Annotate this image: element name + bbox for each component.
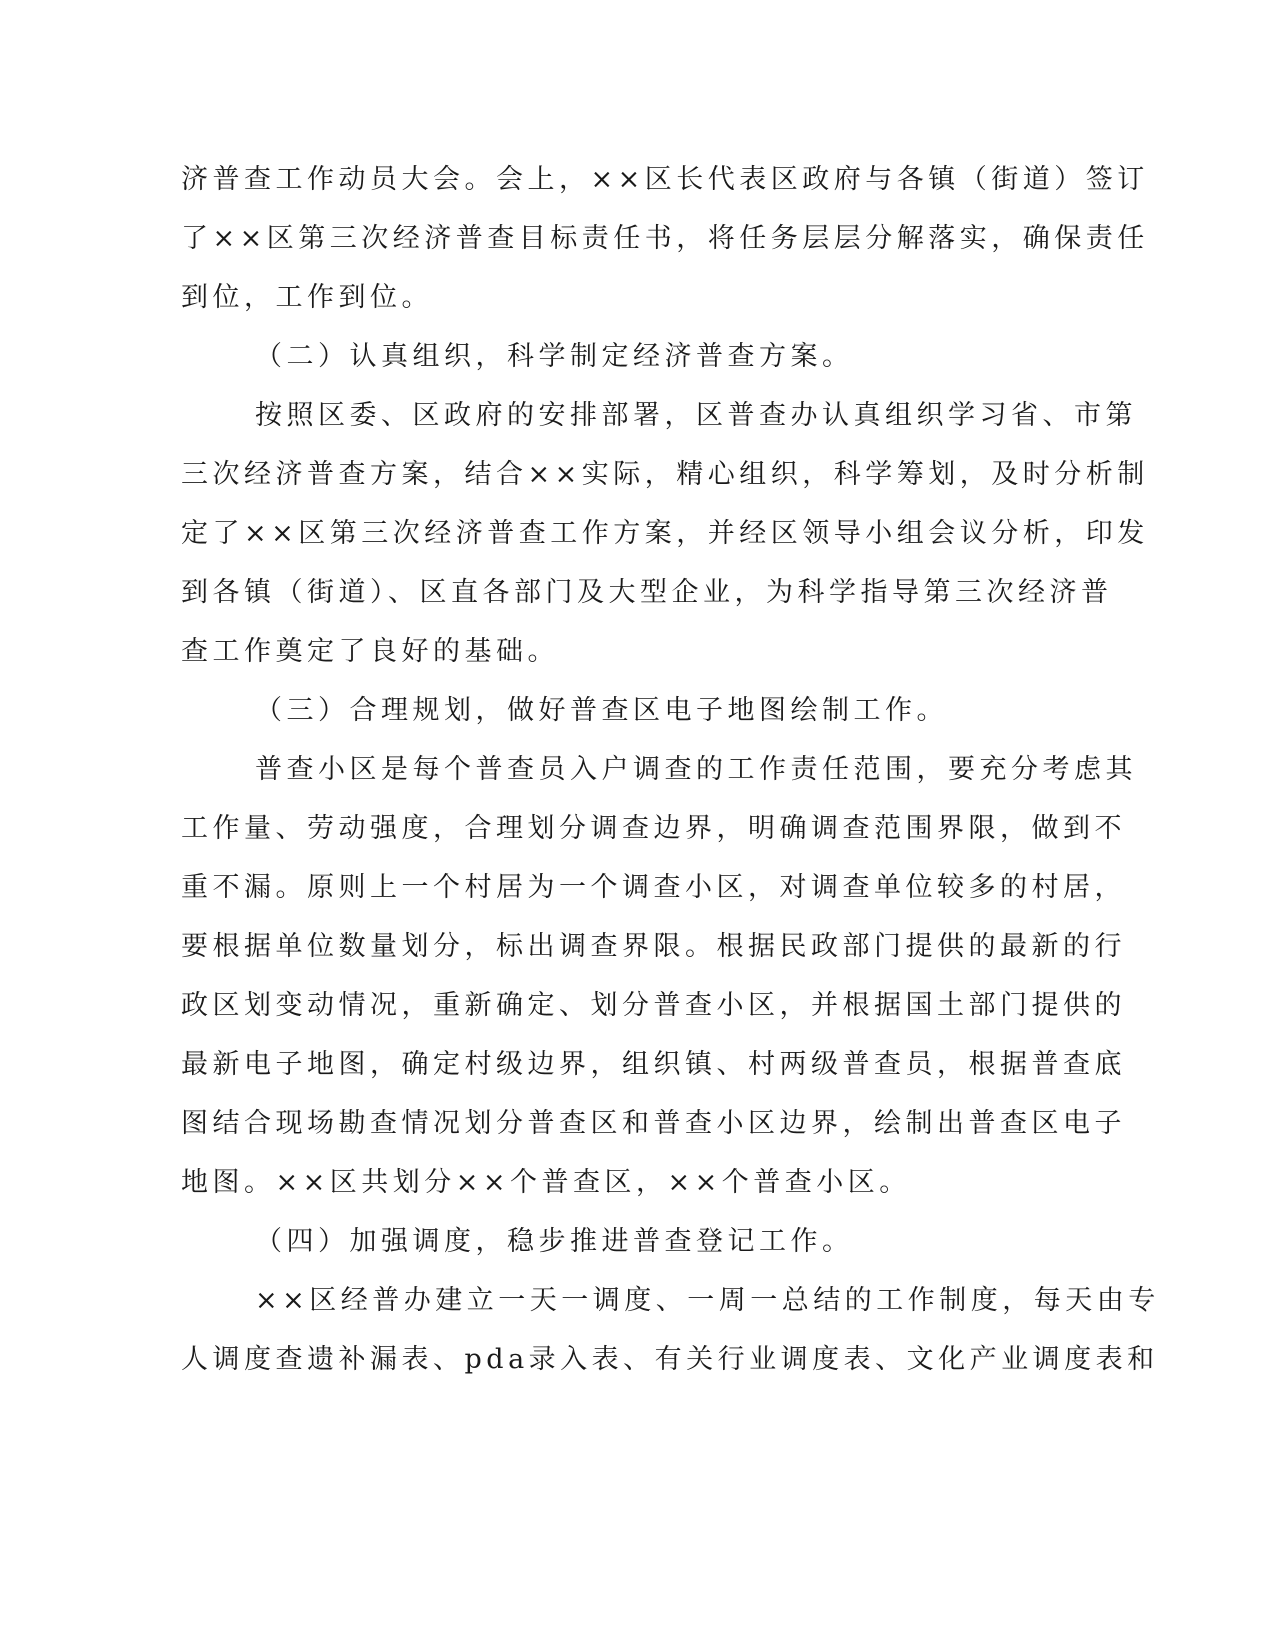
section-heading-3: （三）合理规划，做好普查区电子地图绘制工作。	[255, 695, 948, 726]
text-line: 政区划变动情况，重新确定、划分普查小区，并根据国土部门提供的	[181, 990, 1126, 1021]
text-line: 地图。××区共划分××个普查区，××个普查小区。	[181, 1167, 911, 1198]
text-line: 济普查工作动员大会。会上，××区长代表区政府与各镇（街道）签订	[181, 164, 1149, 195]
text-line: 到各镇（街道）、区直各部门及大型企业，为科学指导第三次经济普	[181, 577, 1113, 608]
text-line: ××区经普办建立一天一调度、一周一总结的工作制度，每天由专	[255, 1285, 1160, 1316]
text-line: 三次经济普查方案，结合××实际，精心组织，科学筹划，及时分析制	[181, 459, 1149, 490]
text-line: 工作量、劳动强度，合理划分调查边界，明确调查范围界限，做到不	[181, 813, 1126, 844]
text-line: 图结合现场勘查情况划分普查区和普查小区边界，绘制出普查区电子	[181, 1108, 1126, 1139]
text-line: 最新电子地图，确定村级边界，组织镇、村两级普查员，根据普查底	[181, 1049, 1126, 1080]
document-body	[181, 150, 1160, 1389]
text-line: 重不漏。原则上一个村居为一个调查小区，对调查单位较多的村居，	[181, 872, 1126, 903]
text-line: 定了××区第三次经济普查工作方案，并经区领导小组会议分析，印发	[181, 518, 1149, 549]
text-line: 普查小区是每个普查员入户调查的工作责任范围，要充分考虑其	[255, 754, 1137, 785]
text-line: 要根据单位数量划分，标出调查界限。根据民政部门提供的最新的行	[181, 931, 1126, 962]
section-heading-2: （二）认真组织，科学制定经济普查方案。	[255, 341, 854, 372]
text-line: 人调度查遗补漏表、pda录入表、有关行业调度表、文化产业调度表和	[181, 1344, 1159, 1375]
text-line: 了××区第三次经济普查目标责任书，将任务层层分解落实，确保责任	[181, 223, 1149, 254]
text-line: 按照区委、区政府的安排部署，区普查办认真组织学习省、市第	[255, 400, 1137, 431]
section-heading-4: （四）加强调度，稳步推进普查登记工作。	[255, 1226, 854, 1257]
text-line: 查工作奠定了良好的基础。	[181, 636, 559, 667]
text-line: 到位，工作到位。	[181, 282, 433, 313]
